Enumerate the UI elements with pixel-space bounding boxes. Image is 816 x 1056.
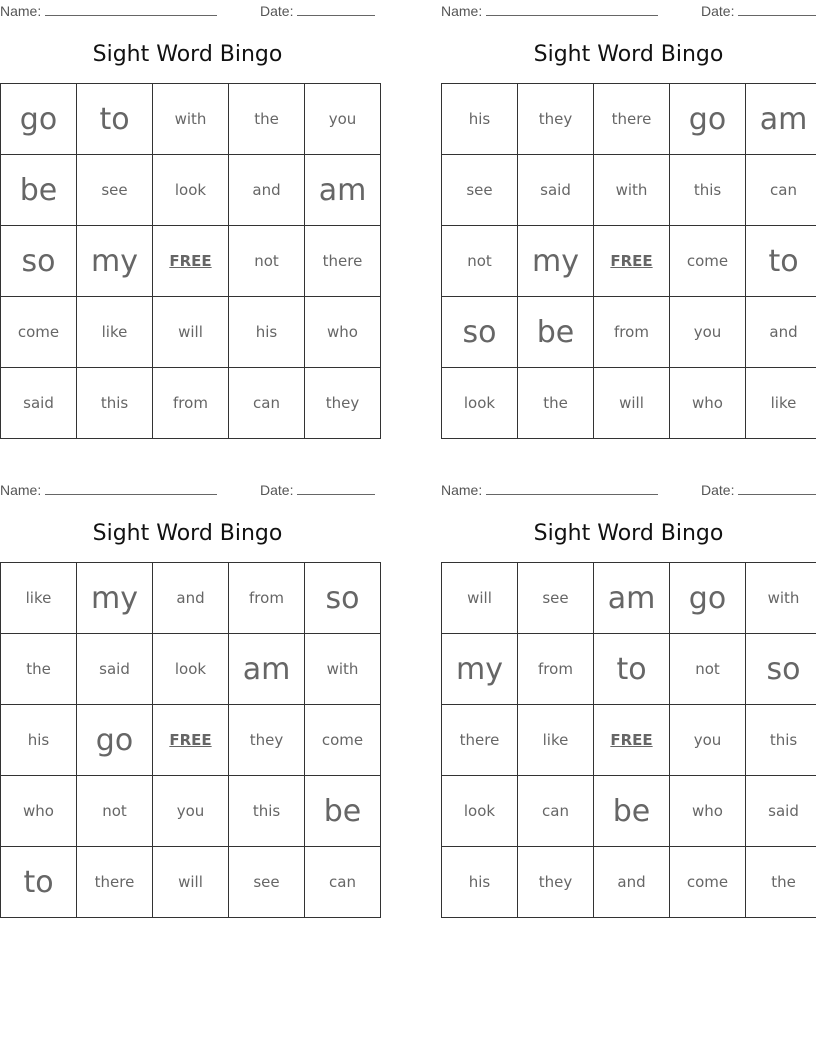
grid-cell: my	[77, 226, 153, 297]
grid-cell: his	[1, 705, 77, 776]
name-line	[45, 482, 217, 495]
grid-cell: from	[229, 563, 305, 634]
grid-cell: said	[1, 368, 77, 439]
grid-cell: with	[594, 155, 670, 226]
grid-cell: the	[229, 84, 305, 155]
grid-cell: not	[442, 226, 518, 297]
date-field	[701, 3, 816, 19]
grid-cell: see	[229, 847, 305, 918]
grid-row	[442, 563, 816, 634]
grid-row	[1, 563, 381, 634]
bingo-card	[0, 479, 375, 900]
grid-cell: can	[229, 368, 305, 439]
grid-cell: the	[746, 847, 816, 918]
grid-cell: come	[670, 226, 746, 297]
grid-cell: from	[594, 297, 670, 368]
grid-cell: they	[305, 368, 381, 439]
grid-cell: to	[77, 84, 153, 155]
grid-row	[442, 297, 816, 368]
grid-cell: this	[746, 705, 816, 776]
grid-row	[442, 847, 816, 918]
name-label: Name:	[441, 3, 483, 19]
grid-row	[442, 84, 816, 155]
grid-row	[442, 226, 816, 297]
grid-cell: come	[305, 705, 381, 776]
grid-cell: look	[442, 368, 518, 439]
grid-cell: to	[594, 634, 670, 705]
grid-cell: from	[153, 368, 229, 439]
free-space: FREE	[153, 705, 229, 776]
grid-cell: am	[229, 634, 305, 705]
card-title: Sight Word Bingo	[533, 521, 724, 546]
date-label: Date:	[701, 482, 735, 498]
grid-cell: look	[153, 155, 229, 226]
name-line	[486, 482, 658, 495]
grid-cell: be	[305, 776, 381, 847]
grid-cell: his	[442, 847, 518, 918]
name-line	[45, 3, 217, 16]
grid-cell: and	[746, 297, 816, 368]
grid-cell: from	[518, 634, 594, 705]
name-label: Name:	[0, 3, 42, 19]
grid-cell: said	[77, 634, 153, 705]
grid-cell: his	[229, 297, 305, 368]
grid-cell: to	[1, 847, 77, 918]
grid-cell: said	[746, 776, 816, 847]
card-header	[441, 479, 816, 499]
grid-cell: will	[153, 297, 229, 368]
grid-cell: look	[442, 776, 518, 847]
date-field	[260, 3, 375, 19]
grid-cell: with	[153, 84, 229, 155]
grid-cell: the	[1, 634, 77, 705]
grid-cell: and	[229, 155, 305, 226]
grid-cell: go	[670, 84, 746, 155]
grid-cell: my	[518, 226, 594, 297]
date-line	[738, 3, 816, 16]
bingo-grid	[441, 83, 816, 439]
date-label: Date:	[260, 482, 294, 498]
grid-cell: go	[670, 563, 746, 634]
grid-cell: am	[746, 84, 816, 155]
bingo-card	[0, 0, 375, 412]
grid-cell: see	[442, 155, 518, 226]
grid-cell: not	[229, 226, 305, 297]
grid-cell: they	[518, 847, 594, 918]
grid-row	[1, 705, 381, 776]
grid-cell: with	[746, 563, 816, 634]
grid-row	[1, 368, 381, 439]
grid-cell: look	[153, 634, 229, 705]
grid-cell: see	[77, 155, 153, 226]
grid-cell: there	[594, 84, 670, 155]
date-line	[297, 482, 375, 495]
card-header	[441, 0, 816, 20]
grid-cell: and	[153, 563, 229, 634]
card-header	[0, 0, 375, 20]
grid-cell: come	[1, 297, 77, 368]
grid-cell: you	[670, 705, 746, 776]
name-field	[0, 3, 217, 19]
grid-cell: you	[305, 84, 381, 155]
name-field	[441, 3, 658, 19]
grid-cell: am	[594, 563, 670, 634]
grid-cell: like	[77, 297, 153, 368]
name-line	[486, 3, 658, 16]
grid-cell: there	[77, 847, 153, 918]
grid-cell: said	[518, 155, 594, 226]
grid-row	[442, 368, 816, 439]
grid-row	[442, 634, 816, 705]
grid-cell: there	[305, 226, 381, 297]
grid-cell: go	[77, 705, 153, 776]
grid-cell: so	[442, 297, 518, 368]
grid-cell: this	[670, 155, 746, 226]
grid-cell: to	[746, 226, 816, 297]
grid-cell: see	[518, 563, 594, 634]
grid-cell: with	[305, 634, 381, 705]
grid-cell: like	[1, 563, 77, 634]
free-space: FREE	[594, 705, 670, 776]
name-label: Name:	[0, 482, 42, 498]
grid-cell: you	[153, 776, 229, 847]
grid-row	[1, 226, 381, 297]
grid-row	[442, 776, 816, 847]
grid-cell: can	[305, 847, 381, 918]
grid-row	[1, 155, 381, 226]
grid-cell: not	[77, 776, 153, 847]
bingo-card	[441, 479, 816, 891]
date-line	[297, 3, 375, 16]
grid-cell: be	[518, 297, 594, 368]
grid-cell: my	[77, 563, 153, 634]
grid-cell: will	[594, 368, 670, 439]
free-space: FREE	[153, 226, 229, 297]
grid-cell: this	[77, 368, 153, 439]
grid-cell: this	[229, 776, 305, 847]
grid-cell: who	[670, 368, 746, 439]
grid-row	[1, 84, 381, 155]
card-header	[0, 479, 375, 499]
grid-cell: will	[442, 563, 518, 634]
grid-cell: like	[746, 368, 816, 439]
grid-cell: who	[305, 297, 381, 368]
grid-cell: am	[305, 155, 381, 226]
free-space: FREE	[594, 226, 670, 297]
card-title: Sight Word Bingo	[92, 42, 283, 67]
grid-row	[1, 847, 381, 918]
grid-row	[442, 155, 816, 226]
date-field	[260, 482, 375, 498]
name-field	[0, 482, 217, 498]
card-title: Sight Word Bingo	[533, 42, 724, 67]
grid-cell: be	[1, 155, 77, 226]
grid-cell: so	[746, 634, 816, 705]
bingo-card	[441, 0, 816, 412]
grid-cell: so	[305, 563, 381, 634]
date-label: Date:	[260, 3, 294, 19]
date-line	[738, 482, 816, 495]
grid-cell: who	[670, 776, 746, 847]
grid-cell: the	[518, 368, 594, 439]
grid-cell: be	[594, 776, 670, 847]
grid-cell: and	[594, 847, 670, 918]
grid-cell: can	[746, 155, 816, 226]
grid-cell: you	[670, 297, 746, 368]
grid-cell: can	[518, 776, 594, 847]
grid-cell: his	[442, 84, 518, 155]
grid-row	[1, 634, 381, 705]
grid-cell: will	[153, 847, 229, 918]
grid-cell: they	[229, 705, 305, 776]
grid-cell: like	[518, 705, 594, 776]
grid-cell: come	[670, 847, 746, 918]
date-field	[701, 482, 816, 498]
grid-cell: go	[1, 84, 77, 155]
grid-row	[1, 297, 381, 368]
grid-cell: there	[442, 705, 518, 776]
card-title: Sight Word Bingo	[92, 521, 283, 546]
bingo-grid	[441, 562, 816, 918]
bingo-grid	[0, 562, 381, 918]
grid-cell: not	[670, 634, 746, 705]
grid-cell: who	[1, 776, 77, 847]
grid-row	[442, 705, 816, 776]
name-field	[441, 482, 658, 498]
name-label: Name:	[441, 482, 483, 498]
grid-cell: so	[1, 226, 77, 297]
grid-row	[1, 776, 381, 847]
grid-cell: my	[442, 634, 518, 705]
grid-cell: they	[518, 84, 594, 155]
date-label: Date:	[701, 3, 735, 19]
bingo-grid	[0, 83, 381, 439]
